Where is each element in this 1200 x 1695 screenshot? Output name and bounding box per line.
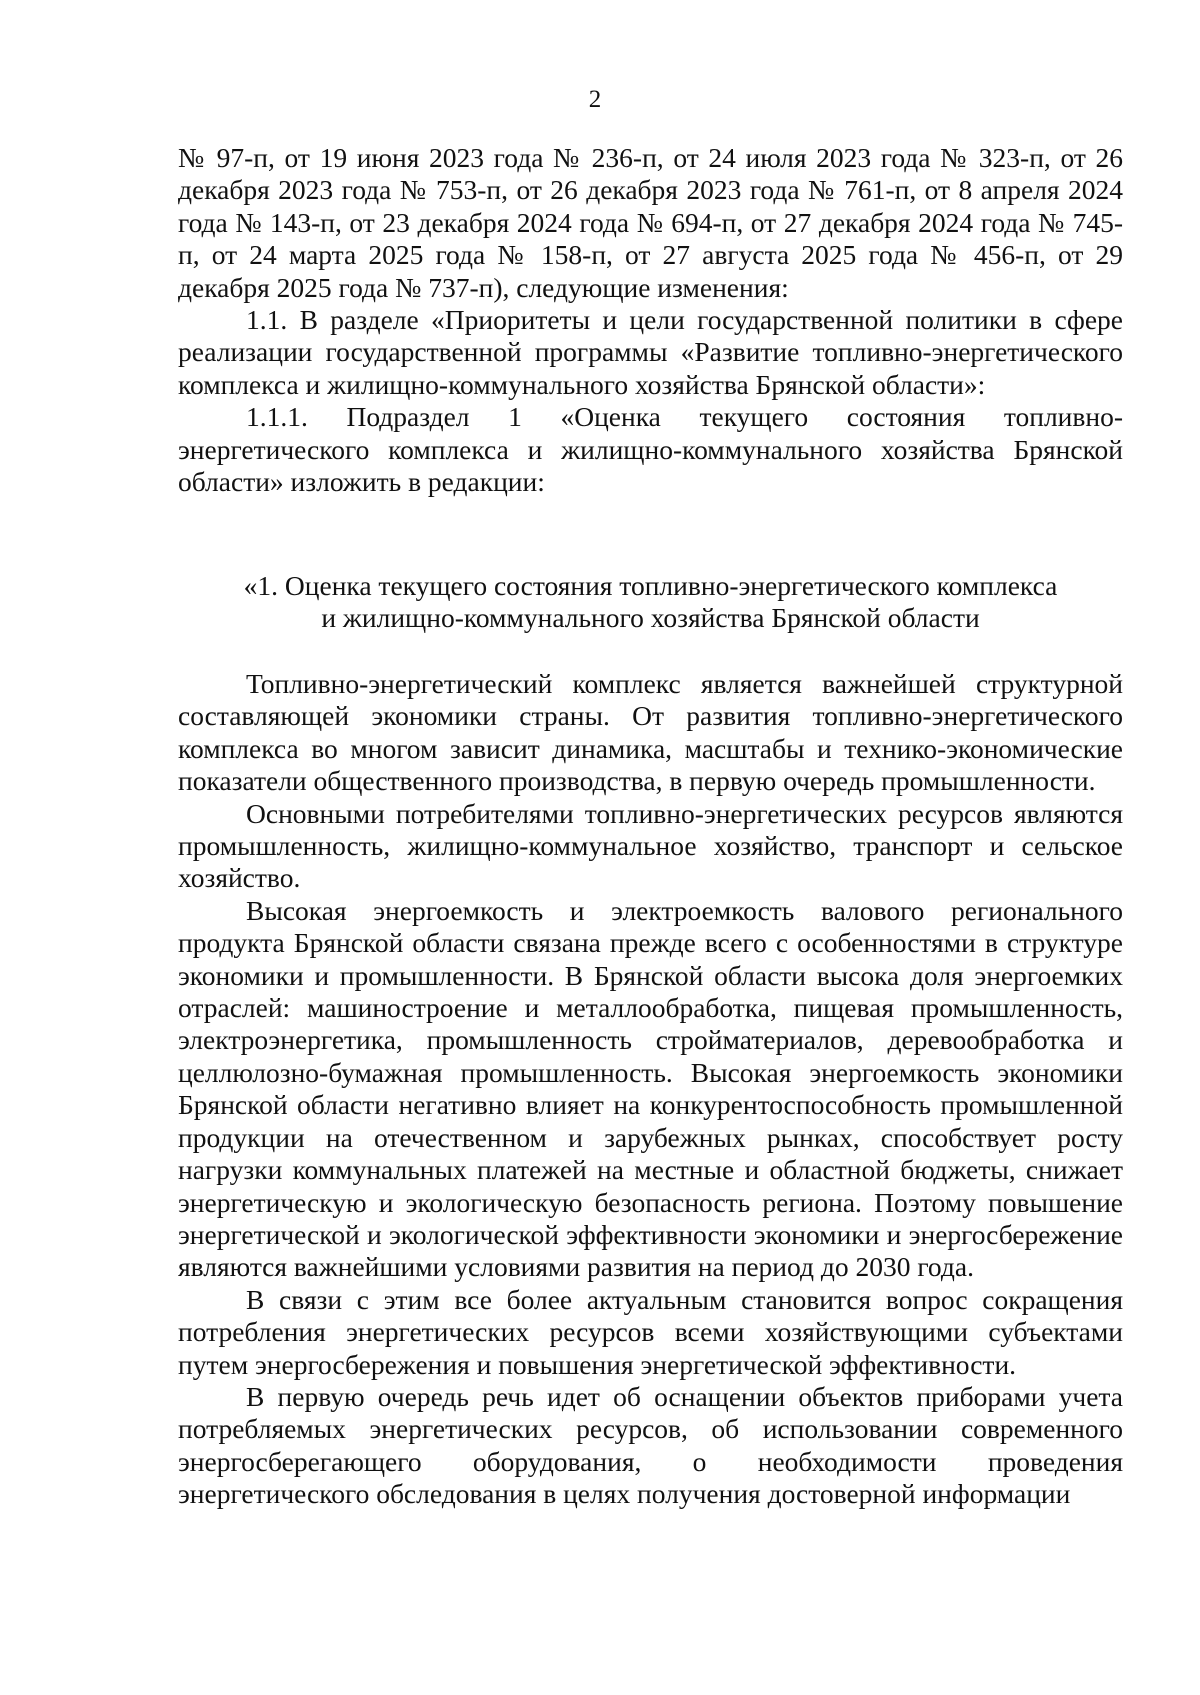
section-heading-line-2: и жилищно-коммунального хозяйства Брянской области — [321, 602, 980, 634]
body-paragraph-4: В связи с этим все более актуальным становится вопрос сокращения потребления энергетических ресурсов всеми хозяйствующими субъектами путем энергосбережения и повышения энергетической эффективности. — [178, 1283, 1123, 1380]
body-paragraph-5: В первую очередь речь идет об оснащении объектов приборами учета потребляемых энергетических ресурсов, об использовании современного энергосберегающего оборудования, о необходимости проведения энергетического обследования в целях получения достоверной информации — [178, 1380, 1123, 1510]
body-paragraph-1: Топливно-энергетический комплекс является важнейшей структурной составляющей экономики страны. От развития топливно-энергетического комплекса во многом зависит динамика, масштабы и технико-экономические показатели общественного производства, в первую очередь промышленности. — [178, 668, 1123, 797]
page-number: 2 — [588, 86, 602, 113]
intro-block — [178, 142, 1123, 498]
section-body — [178, 668, 1123, 1511]
section-heading — [178, 570, 1123, 635]
body-paragraph-3: Высокая энергоемкость и электроемкость валового регионального продукта Брянской области связана прежде всего с особенностями в структуре экономики и промышленности. В Брянской области высока доля энергоемких отраслей: машиностроение и металлообработка, пищевая промышленность, электроэнергетика, промышленность стройматериалов, деревообработка и целлюлозно-бумажная промышленность. Высокая энергоемкость экономики Брянской области негативно влияет на конкурентоспособность промышленной продукции на отечественном и зарубежных рынках, способствует росту нагрузки коммунальных платежей на местные и областной бюджеты, снижает энергетическую и экологическую безопасность региона. Поэтому повышение энергетической и экологической эффективности экономики и энергосбережение являются важнейшими условиями развития на период до 2030 года. — [178, 894, 1123, 1283]
intro-paragraph: № 97-п, от 19 июня 2023 года № 236-п, от 24 июля 2023 года № 323-п, от 26 декабря 2023 года № 753-п, от 26 декабря 2023 года № 761-п, от 8 апреля 2024 года № 143-п, от 23 декабря 2024 года № 694-п, от 27 декабря 2024 года № 745-п, от 24 марта 2025 года № 158-п, от 27 августа 2025 года № 456-п, от 29 декабря 2025 года № 737-п), следующие изменения: — [178, 142, 1123, 303]
amendment-item-1-1: 1.1. В разделе «Приоритеты и цели государственной политики в сфере реализации государственной программы «Развитие топливно-энергетического комплекса и жилищно-коммунального хозяйства Брянской области»: — [178, 304, 1123, 400]
section-heading-line-1: «1. Оценка текущего состояния топливно-энергетического комплекса — [243, 570, 1058, 601]
amendment-item-1-1-1: 1.1.1. Подраздел 1 «Оценка текущего состояния топливно-энергетического комплекса и жилищно-коммунального хозяйства Брянской области» изложить в редакции: — [178, 401, 1123, 498]
body-paragraph-2: Основными потребителями топливно-энергетических ресурсов являются промышленность, жилищно-коммунальное хозяйство, транспорт и сельское хозяйство. — [178, 797, 1123, 894]
